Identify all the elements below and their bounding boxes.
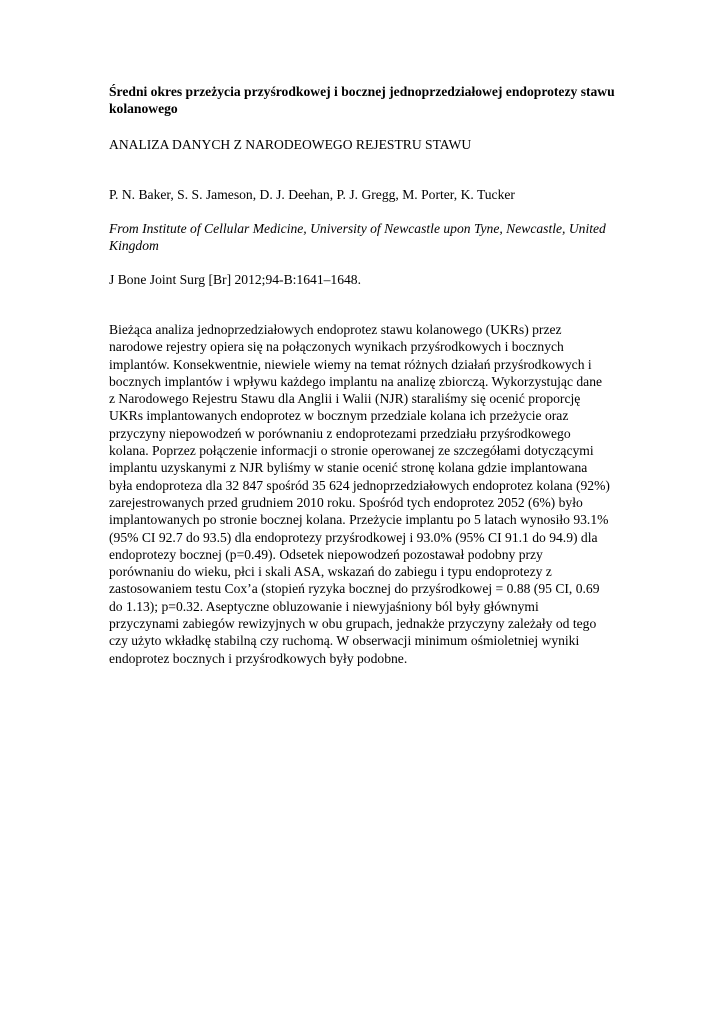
abstract-text: Bieżąca analiza jednoprzedziałowych endoprotez stawu kolanowego (UKRs) przez narodowe rejestry opiera się na połączonych wynikach przyśrodkowych i bocznych implantów. Konsekwentnie, niewiele wiemy na temat różnych działań przyśrodkowych i bocznych implantów i wpływu każdego implantu na analizę zbiorczą. Wykorzystując dane z Narodowego Rejestru Stawu dla Anglii i Walii (NJR) staraliśmy się ocenić proporcję UKRs implantowanych endoprotez w bocznym przedziale kolana ich przeżycie oraz przyczyny niepowodzeń w porównaniu z endoprotezami przedziału przyśrodkowego kolana. Poprzez połączenie informacji o stronie operowanej ze szczegółami dotyczącymi implantu uzyskanymi z NJR byliśmy w stanie ocenić stronę kolana gdzie implantowana była endoproteza dla 32 847 spośród 35 624 jednoprzedziałowych endoprotez kolana (92%) zarejestrowanych przed grudniem 2010 roku. Spośród tych endoprotez 2052 (6%) było implantowanych po stronie bocznej kolana. Przeżycie implantu po 5 latach wynosiło 93.1% (95% CI 92.7 do 93.5) dla endoprotezy przyśrodkowej i 93.0% (95% CI 91.1 do 94.9) dla endoprotezy bocznej (p=0.49). Odsetek niepowodzeń pozostawał podobny przy porównaniu do wieku, płci i skali ASA, wskazań do zabiegu i typu endoprotezy z zastosowaniem testu Cox’a (stopień ryzyka bocznej do przyśrodkowej = 0.88 (95 CI, 0.69 do 1.13); p=0.32. Aseptyczne obluzowanie i niewyjaśniony ból były głównymi przyczynami zabiegów rewizyjnych w obu grupach, jednakże przyczyny zależały od tego czy użyto wkładkę stabilną czy ruchomą. W obserwacji minimum ośmioletniej wyniki endoprotez bocznych i przyśrodkowych były podobne. [109, 322, 610, 666]
paper-title: Średni okres przeżycia przyśrodkowej i bocznej jednoprzedziałowej endoprotezy stawu kolanowego [109, 84, 615, 116]
affiliation: From Institute of Cellular Medicine, University of Newcastle upon Tyne, Newcastle, United Kingdom [109, 221, 606, 253]
journal-citation: J Bone Joint Surg [Br] 2012;94-B:1641–1648. [109, 272, 361, 287]
paper-page [109, 83, 629, 667]
paper-subtitle: ANALIZA DANYCH Z NARODEOWEGO REJESTRU STAWU [109, 137, 472, 152]
author-list: P. N. Baker, S. S. Jameson, D. J. Deehan, P. J. Gregg, M. Porter, K. Tucker [109, 187, 515, 202]
